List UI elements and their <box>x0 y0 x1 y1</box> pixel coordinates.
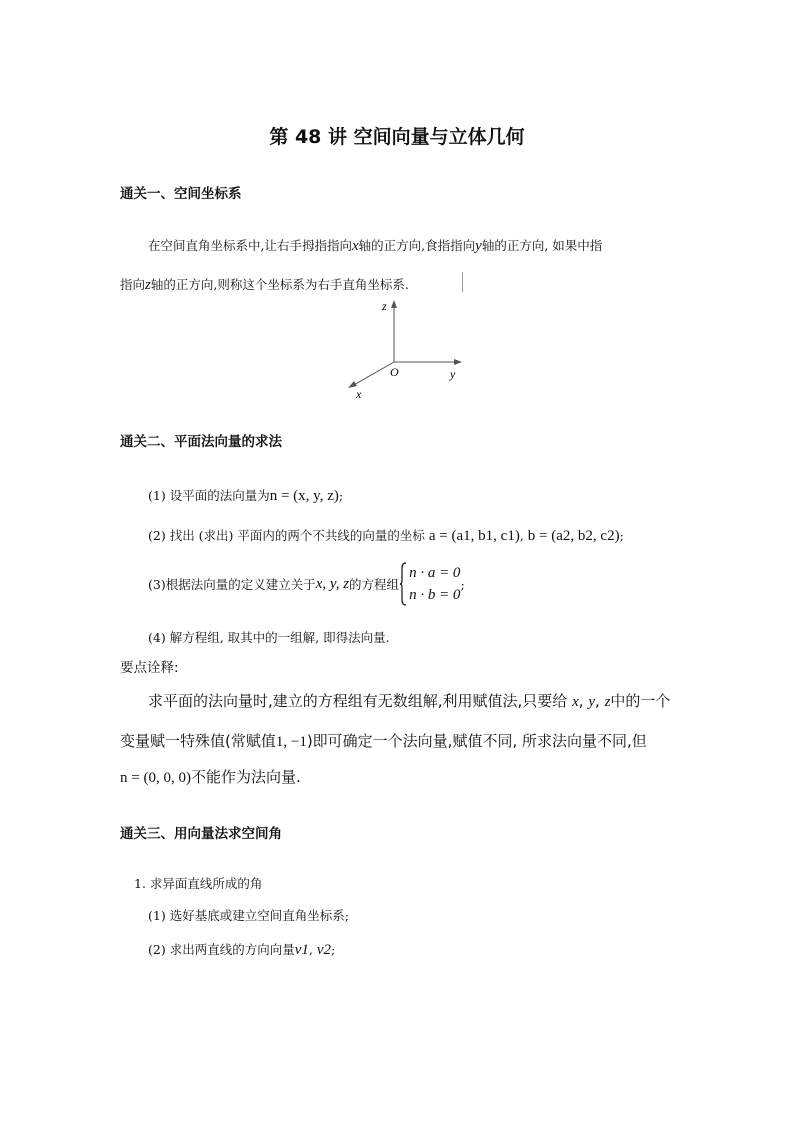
note-line-1 <box>148 690 670 711</box>
text-segment: ; <box>460 576 465 592</box>
step-2 <box>148 526 624 545</box>
text-segment: 解方程组, 取其中的一组解, 即得法向量. <box>169 630 390 645</box>
text-segment: 找出 (求出) 平面内的两个不共线的向量的坐标 <box>169 528 425 543</box>
sub-step-1 <box>148 906 349 924</box>
text-segment: , <box>519 528 524 543</box>
list-item-1 <box>134 874 262 892</box>
text-segment: , <box>308 942 313 957</box>
step-1 <box>148 486 343 505</box>
math-var-x: x <box>572 694 579 710</box>
text-segment: 轴的正方向, 如果中指 <box>481 238 603 253</box>
text-segment: 求平面的法向量时,建立的方程组有无数组解,利用赋值法,只要给 <box>148 692 568 710</box>
step-label: (2) <box>148 942 166 957</box>
text-segment: 变量赋一特殊值(常赋值 <box>120 732 276 750</box>
text-segment: )即可确定一个法向量,赋值不同, 所求法向量不同,但 <box>306 732 647 750</box>
math-vars-xyz: x, y, z <box>315 575 350 592</box>
paragraph-coordinate-line-1 <box>148 236 602 255</box>
step-4 <box>148 628 390 646</box>
math-values: 1, −1 <box>275 734 307 750</box>
z-axis-arrow-icon <box>391 300 397 308</box>
coordinate-axes-diagram <box>330 290 490 410</box>
x-axis-line <box>352 362 394 386</box>
text-segment: 轴的正方向,食指指向 <box>358 238 476 253</box>
note-line-2 <box>120 730 647 751</box>
axis-label-z: z <box>382 299 387 313</box>
math-var-z: z <box>145 277 151 293</box>
step-label: (1) <box>148 488 166 503</box>
text-segment: 中的一个 <box>610 692 671 710</box>
equation-1: n · a = 0 <box>409 565 461 581</box>
math-vector-v2: v2 <box>316 942 332 958</box>
text-segment: , <box>578 692 584 710</box>
y-axis-arrow-icon <box>454 359 462 365</box>
math-var-z: z <box>604 694 611 710</box>
equation-system-line <box>148 562 465 606</box>
note-line-3 <box>120 766 301 787</box>
math-vector-b: b = (a2, b2, c2) <box>527 528 620 544</box>
text-segment: 求异面直线所成的角 <box>149 876 263 891</box>
text-segment: 求出两直线的方向向量 <box>169 942 295 957</box>
text-segment: 轴的正方向,则称这个坐标系为右手直角坐标系. <box>150 277 409 292</box>
sub-step-2 <box>148 940 335 959</box>
text-segment: 在空间直角坐标系中,让右手拇指指向 <box>148 238 352 253</box>
text-segment: 选好基底或建立空间直角坐标系; <box>169 908 349 923</box>
text-segment: 指向 <box>120 277 146 292</box>
axis-label-x: x <box>356 387 362 401</box>
left-brace-icon <box>399 562 407 606</box>
text-cursor <box>462 272 463 292</box>
section-heading-2: 通关二、平面法向量的求法 <box>120 434 282 450</box>
axis-label-origin: O <box>390 365 399 379</box>
text-segment: , <box>595 692 600 710</box>
step-label: (4) <box>148 630 166 645</box>
step-label: (1) <box>148 908 166 923</box>
math-var-y: y <box>588 694 595 710</box>
axis-label-y: y <box>450 367 456 381</box>
math-var-x: x <box>351 238 359 254</box>
note-heading: 要点诠释: <box>120 660 179 676</box>
item-label: 1. <box>134 876 146 891</box>
step-label: (2) <box>148 528 166 543</box>
math-vector-a: a = (a1, b1, c1) <box>428 528 520 544</box>
equation-rows <box>409 562 460 606</box>
math-vector-v1: v1 <box>294 942 309 958</box>
math-zero-vector: n = (0, 0, 0) <box>120 770 191 786</box>
text-segment: ; <box>331 942 336 957</box>
step-3 <box>148 562 465 606</box>
text-segment: ; <box>338 488 344 503</box>
section-heading-1: 通关一、空间坐标系 <box>120 186 242 202</box>
text-segment: ; <box>619 528 624 543</box>
math-normal-vector: n = (x, y, z) <box>269 488 339 504</box>
page-title: 第 48 讲 空间向量与立体几何 <box>269 126 525 148</box>
text-segment: 不能作为法向量. <box>190 768 301 786</box>
text-segment: (3)根据法向量的定义建立关于 <box>148 577 316 592</box>
text-segment: 的方程组 <box>349 577 400 592</box>
text-segment: 设平面的法向量为 <box>169 488 270 503</box>
math-var-y: y <box>475 238 482 254</box>
equation-2: n · b = 0 <box>409 587 461 603</box>
section-heading-3: 通关三、用向量法求空间角 <box>120 826 282 842</box>
